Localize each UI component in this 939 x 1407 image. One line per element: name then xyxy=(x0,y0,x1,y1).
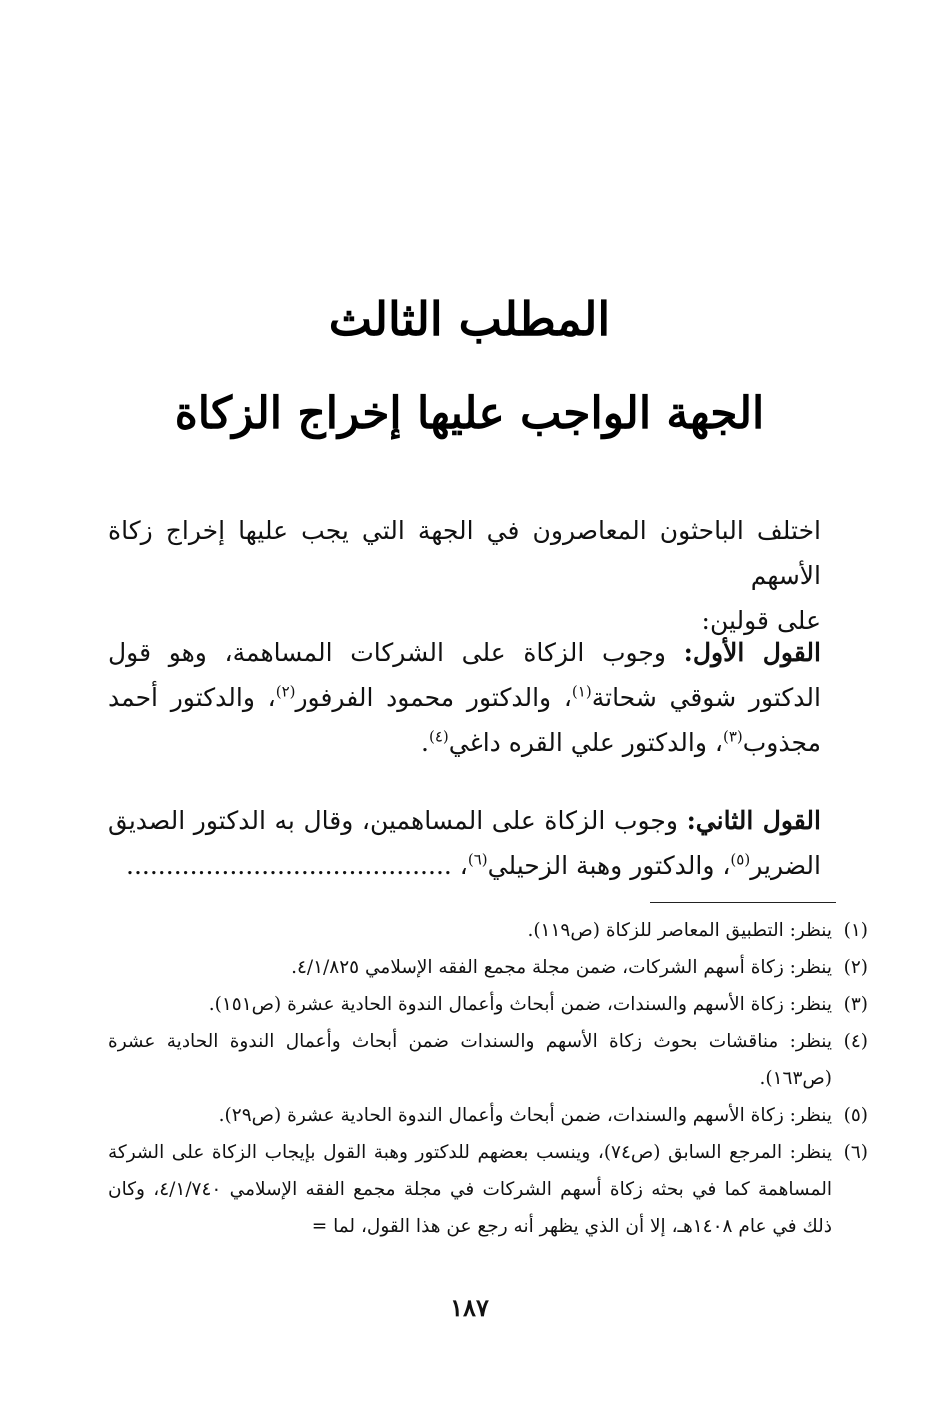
opinion-one-text-e: . xyxy=(421,728,429,757)
opinion-one-text-d: ، والدكتور علي القره داغي xyxy=(448,728,723,757)
opinion-one-paragraph xyxy=(108,630,821,765)
opinion-one-text-c: ، والدكتور أحمد مجذوب xyxy=(108,683,821,757)
opinion-one-text-a: وجوب الزكاة على الشركات المساهمة، وهو قول الدكتور شوقي شحاتة xyxy=(108,638,821,712)
footnote-text: ينظر: زكاة الأسهم والسندات، ضمن أبحاث وأعمال الندوة الحادية عشرة (ص٢٩). xyxy=(218,1105,832,1126)
footnote-ref-5[interactable]: (٥) xyxy=(730,850,751,869)
footnote-text: ينظر: زكاة أسهم الشركات، ضمن مجلة مجمع الفقه الإسلامي ٤/١/٨٢٥. xyxy=(291,957,832,978)
opinion-two-text-a: وجوب الزكاة على المساهمين، وقال به الدكتور الصديق الضرير xyxy=(108,806,821,880)
footnote-ref-2[interactable]: (٢) xyxy=(275,682,296,701)
section-subtitle: الجهة الواجب عليها إخراج الزكاة xyxy=(174,388,765,439)
opinion-two-label: القول الثاني: xyxy=(686,806,821,835)
footnote-separator xyxy=(650,902,836,903)
footnotes-list xyxy=(108,912,868,1245)
footnote-ref-3[interactable]: (٣) xyxy=(722,727,743,746)
footnote-item xyxy=(108,1097,868,1134)
opinion-two-paragraph xyxy=(108,798,821,888)
footnote-text: ينظر: مناقشات بحوث زكاة الأسهم والسندات ضمن أبحاث وأعمال الندوة الحادية عشرة (ص١٦٣). xyxy=(108,1031,832,1089)
footnote-number: (٥) xyxy=(843,1105,868,1126)
footnote-number: (٢) xyxy=(843,957,868,978)
footnote-text: ينظر: المرجع السابق (ص٧٤)، وينسب بعضهم للدكتور وهبة القول بإيجاب الزكاة على الشركة المساهمة كما في بحثه زكاة أسهم الشركات في مجلة مجمع الفقه الإسلامي ٤/١/٧٤٠، وكان ذلك في عام ١٤٠٨هـ، إلا أن الذي يظهر أنه رجع عن هذا القول، لما = xyxy=(108,1142,832,1237)
footnote-item xyxy=(108,949,868,986)
footnote-item xyxy=(108,1023,868,1097)
footnote-number: (٦) xyxy=(843,1142,868,1163)
footnote-ref-4[interactable]: (٤) xyxy=(429,727,449,746)
intro-paragraph xyxy=(108,508,821,643)
footnote-item xyxy=(108,1134,868,1245)
footnote-ref-6[interactable]: (٦) xyxy=(467,850,488,869)
opinion-two-text-b: ، والدكتور وهبة الزحيلي xyxy=(487,851,731,880)
footnote-item xyxy=(108,912,868,949)
footnote-number: (٣) xyxy=(843,994,868,1015)
opinion-one-label: القول الأول: xyxy=(683,638,821,667)
opinion-one-text-b: ، والدكتور محمود الفرفور xyxy=(295,683,572,712)
opinion-two-text-c: ، ......................................... xyxy=(126,851,468,880)
footnote-ref-1[interactable]: (١) xyxy=(571,682,592,701)
footnote-text: ينظر: زكاة الأسهم والسندات، ضمن أبحاث وأعمال الندوة الحادية عشرة (ص١٥١). xyxy=(208,994,832,1015)
footnote-number: (٤) xyxy=(843,1031,868,1052)
footnote-text: ينظر: التطبيق المعاصر للزكاة (ص١١٩). xyxy=(527,920,832,941)
section-title: المطلب الثالث xyxy=(328,292,611,346)
footnote-item xyxy=(108,986,868,1023)
intro-line-1: اختلف الباحثون المعاصرون في الجهة التي يجب عليها إخراج زكاة الأسهم xyxy=(108,516,821,590)
page-number: ١٨٧ xyxy=(450,1293,489,1322)
footnote-number: (١) xyxy=(843,920,868,941)
intro-line-2: على قولين: xyxy=(701,606,821,635)
